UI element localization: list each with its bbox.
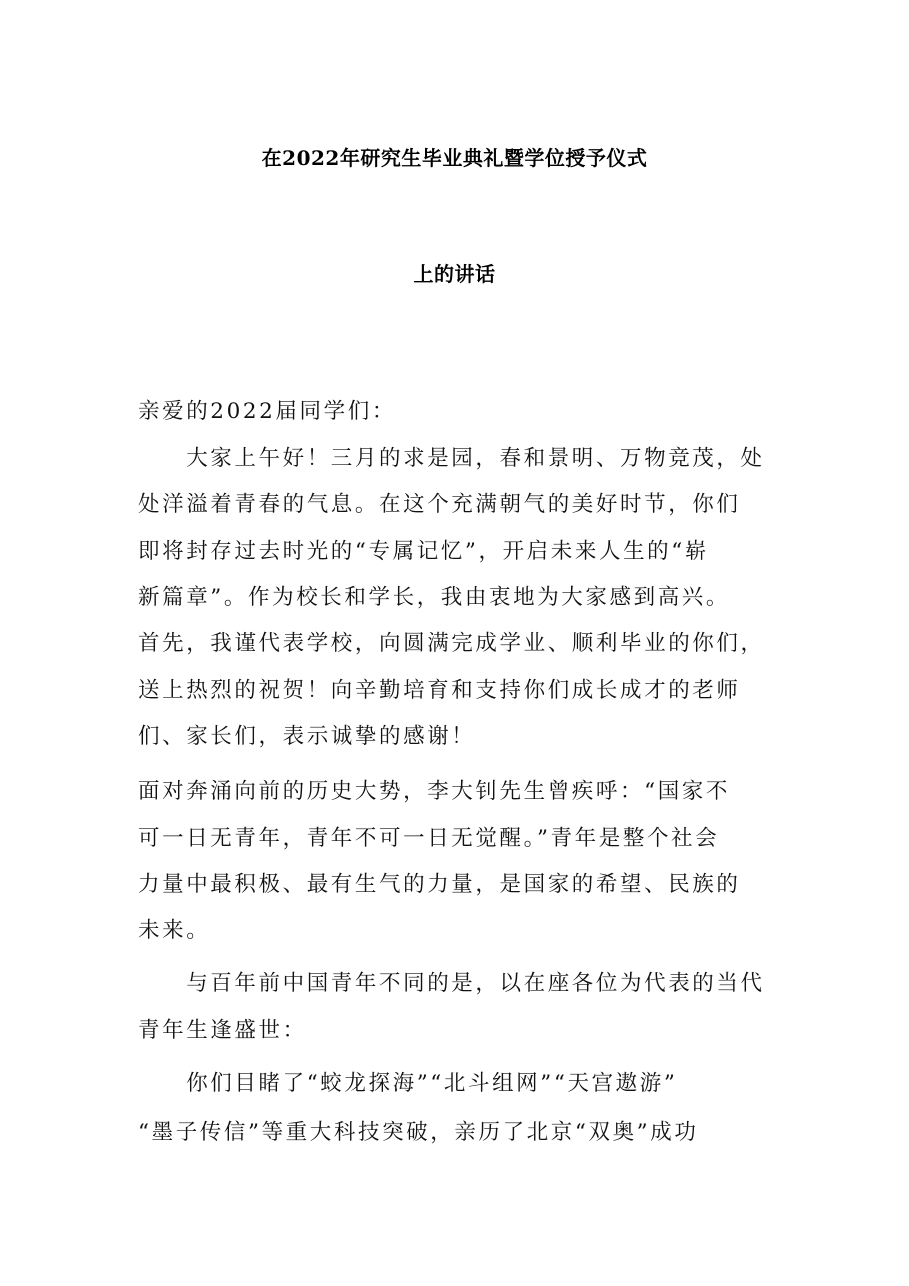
- body-line: 青年生逢盛世：: [138, 1018, 307, 1043]
- body-line: 处洋溢着青春的气息。在这个充满朝气的美好时节，你们: [138, 492, 741, 517]
- body-line: 面对奔涌向前的历史大势，李大钊先生曾疾呼：“国家不: [138, 779, 730, 804]
- body-line: 送上热烈的祝贺！向辛勤培育和支持你们成长成才的老师: [138, 678, 741, 703]
- body-line: 亲爱的2022届同学们：: [138, 399, 396, 424]
- document-title-line-1: 在2022年研究生毕业典礼暨学位授予仪式: [261, 146, 648, 170]
- body-line: 未来。: [138, 918, 211, 943]
- body-line: 们、家长们，表示诚挚的感谢！: [138, 724, 476, 749]
- document-title-line-2: 上的讲话: [413, 262, 496, 286]
- body-line: 即将封存过去时光的“专属记忆”，开启未来人生的“崭: [138, 539, 709, 564]
- body-line: 与百年前中国青年不同的是，以在座各位为代表的当代: [138, 971, 765, 996]
- body-line: 力量中最积极、最有生气的力量，是国家的希望、民族的: [138, 872, 741, 897]
- body-line: 大家上午好！三月的求是园，春和景明、万物竞茂，处: [138, 446, 765, 471]
- body-line: 首先，我谨代表学校，向圆满完成学业、顺利毕业的你们，: [138, 631, 765, 656]
- body-line: 你们目睹了“蛟龙探海”“北斗组网”“天宫遨游”: [138, 1071, 678, 1096]
- body-line: “墨子传信”等重大科技突破，亲历了北京“双奥”成功: [138, 1120, 699, 1145]
- body-line: 新篇章”。作为校长和学长，我由衷地为大家感到高兴。: [138, 585, 730, 610]
- body-line: 可一日无青年，青年不可一日无觉醒。”青年是整个社会: [138, 826, 720, 851]
